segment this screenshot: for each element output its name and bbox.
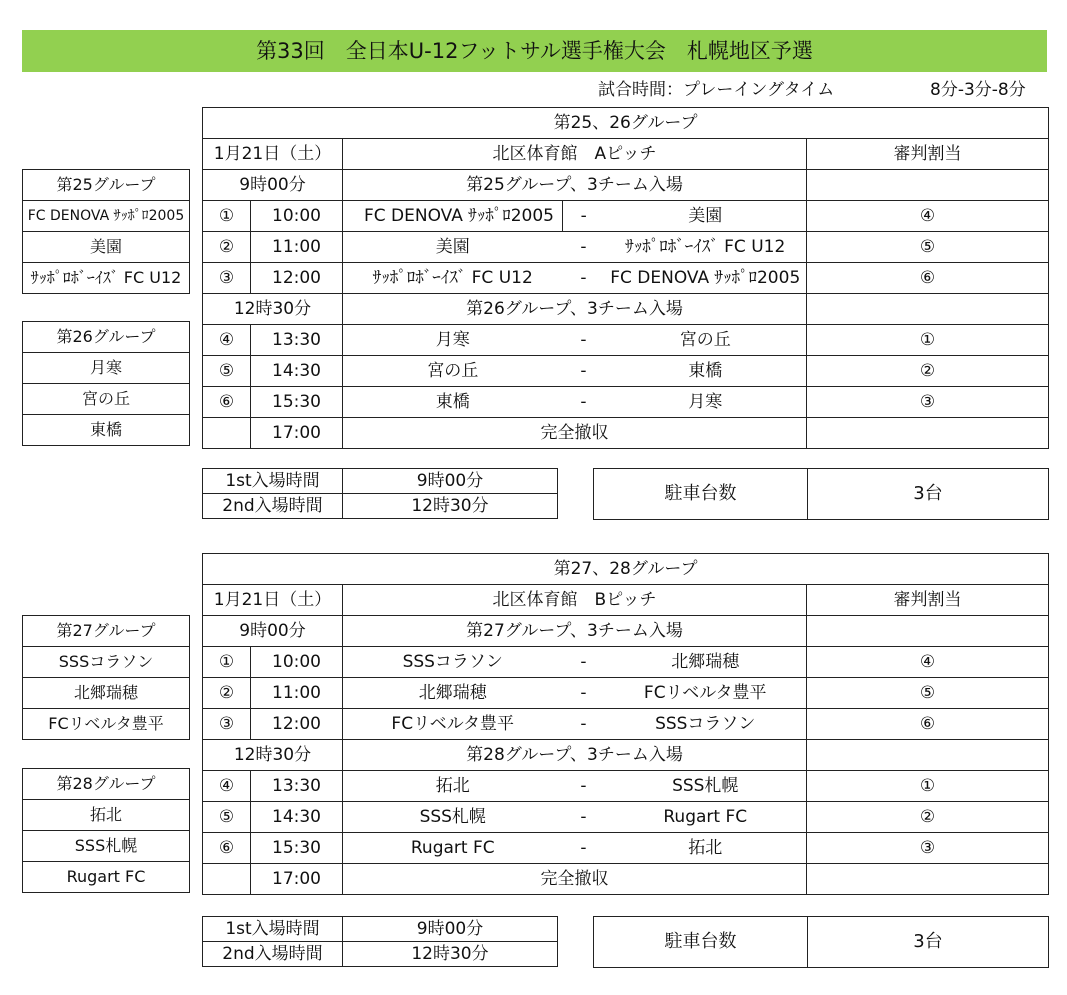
match-number: ④ (203, 325, 251, 356)
match-time: 10:00 (251, 647, 343, 678)
away-team: FCリベルタ豊平 (605, 678, 807, 709)
vs-dash: - (563, 325, 605, 356)
match-number: ⑥ (203, 387, 251, 418)
vs-dash: - (563, 201, 605, 232)
match-number: ⑤ (203, 802, 251, 833)
vs-dash: - (563, 678, 605, 709)
vs-dash: - (563, 387, 605, 418)
parking-table (593, 468, 1049, 520)
match-time-value: 8分-3分-8分 (930, 80, 1026, 100)
match-time: 14:30 (251, 802, 343, 833)
group-list (22, 615, 190, 740)
away-team: SSSコラソン (605, 709, 807, 740)
match-time: 15:30 (251, 833, 343, 864)
group-team: SSS札幌 (23, 831, 190, 862)
section-header: 第27、28グループ (203, 554, 1049, 585)
away-team: 月寒 (605, 387, 807, 418)
entry-text: 第25グループ、3チーム入場 (343, 170, 807, 201)
match-number: ① (203, 201, 251, 232)
entry-text: 第26グループ、3チーム入場 (343, 294, 807, 325)
group-name: 第28グループ (23, 769, 190, 800)
match-row (203, 833, 1049, 864)
home-team: SSSコラソン (343, 647, 563, 678)
referee-assign: ⑤ (807, 678, 1049, 709)
group-list (22, 169, 190, 294)
match-time: 12:00 (251, 263, 343, 294)
parking-table (593, 916, 1049, 968)
parking-value: 3台 (808, 917, 1049, 968)
home-team: 月寒 (343, 325, 563, 356)
group-team: SSSコラソン (23, 647, 190, 678)
away-team: 拓北 (605, 833, 807, 864)
entry-time-value: 9時00分 (343, 469, 558, 494)
group-team: 拓北 (23, 800, 190, 831)
match-row (203, 678, 1049, 709)
home-team: Rugart FC (343, 833, 563, 864)
vs-dash: - (563, 802, 605, 833)
group-name: 第25グループ (23, 170, 190, 201)
referee-header: 審判割当 (807, 139, 1049, 170)
referee-header: 審判割当 (807, 585, 1049, 616)
referee-assign: ① (807, 325, 1049, 356)
home-team: ｻｯﾎﾟﾛﾎﾞｰｲｽﾞ FC U12 (343, 263, 563, 294)
away-team: SSS札幌 (605, 771, 807, 802)
schedule-table-2 (202, 553, 1049, 895)
parking-value: 3台 (808, 469, 1049, 520)
entry-time-value: 9時00分 (343, 917, 558, 942)
match-row (203, 263, 1049, 294)
entry-time: 9時00分 (203, 170, 343, 201)
home-team: 美園 (343, 232, 563, 263)
date-cell: 1月21日（土） (203, 139, 343, 170)
match-row (203, 325, 1049, 356)
home-team: 北郷瑞穂 (343, 678, 563, 709)
venue-cell: 北区体育館 Bピッチ (343, 585, 807, 616)
match-number: ① (203, 647, 251, 678)
away-team: Rugart FC (605, 802, 807, 833)
match-row (203, 232, 1049, 263)
match-row (203, 709, 1049, 740)
match-time: 13:30 (251, 771, 343, 802)
date-cell: 1月21日（土） (203, 585, 343, 616)
match-time-label: 試合時間：プレーイングタイム (598, 80, 835, 100)
page-title: 第33回 全日本U-12フットサル選手権大会 札幌地区予選 (22, 30, 1047, 72)
match-time: 15:30 (251, 387, 343, 418)
referee-assign: ④ (807, 647, 1049, 678)
match-time: 13:30 (251, 325, 343, 356)
match-time: 14:30 (251, 356, 343, 387)
group-team: Rugart FC (23, 862, 190, 893)
match-number: ② (203, 678, 251, 709)
vs-dash: - (563, 771, 605, 802)
away-team: 宮の丘 (605, 325, 807, 356)
entry-time: 12時30分 (203, 740, 343, 771)
match-row (203, 387, 1049, 418)
home-team: FCリベルタ豊平 (343, 709, 563, 740)
group-team: FCリベルタ豊平 (23, 709, 190, 740)
empty-cell (807, 740, 1049, 771)
empty-cell (807, 864, 1049, 895)
group-list (22, 321, 190, 446)
entry-time: 9時00分 (203, 616, 343, 647)
entry-time-label: 1st入場時間 (203, 917, 343, 942)
schedule-table-1 (202, 107, 1049, 449)
match-row (203, 201, 1049, 232)
match-time: 11:00 (251, 678, 343, 709)
home-team: FC DENOVA ｻｯﾎﾟﾛ2005 (343, 201, 563, 232)
referee-assign: ③ (807, 833, 1049, 864)
entry-time: 12時30分 (203, 294, 343, 325)
match-row (203, 802, 1049, 833)
away-team: FC DENOVA ｻｯﾎﾟﾛ2005 (605, 263, 807, 294)
entry-time-value: 12時30分 (343, 494, 558, 519)
match-number: ⑤ (203, 356, 251, 387)
away-team: 美園 (605, 201, 807, 232)
empty-cell (807, 418, 1049, 449)
entry-time-label: 1st入場時間 (203, 469, 343, 494)
group-team: ｻｯﾎﾟﾛﾎﾞｰｲｽﾞ FC U12 (23, 263, 190, 294)
empty-cell (807, 170, 1049, 201)
entry-time-value: 12時30分 (343, 942, 558, 967)
home-team: 拓北 (343, 771, 563, 802)
vs-dash: - (563, 833, 605, 864)
entry-time-label: 2nd入場時間 (203, 942, 343, 967)
entry-text: 第27グループ、3チーム入場 (343, 616, 807, 647)
match-number: ③ (203, 709, 251, 740)
vs-dash: - (563, 356, 605, 387)
match-row (203, 356, 1049, 387)
empty-cell (807, 616, 1049, 647)
vs-dash: - (563, 232, 605, 263)
vs-dash: - (563, 709, 605, 740)
cleanup-text: 完全撤収 (343, 418, 807, 449)
match-number: ② (203, 232, 251, 263)
referee-assign: ② (807, 356, 1049, 387)
away-team: 東橋 (605, 356, 807, 387)
referee-assign: ② (807, 802, 1049, 833)
venue-cell: 北区体育館 Aピッチ (343, 139, 807, 170)
vs-dash: - (563, 263, 605, 294)
group-team: 北郷瑞穂 (23, 678, 190, 709)
empty-cell (203, 418, 251, 449)
match-row (203, 771, 1049, 802)
group-team: 月寒 (23, 353, 190, 384)
match-time: 10:00 (251, 201, 343, 232)
group-team: 美園 (23, 232, 190, 263)
match-time: 12:00 (251, 709, 343, 740)
parking-label: 駐車台数 (594, 917, 808, 968)
cleanup-text: 完全撤収 (343, 864, 807, 895)
group-team: FC DENOVA ｻｯﾎﾟﾛ2005 (23, 201, 190, 232)
match-number: ⑥ (203, 833, 251, 864)
empty-cell (807, 294, 1049, 325)
entry-times-table (202, 916, 558, 967)
empty-cell (203, 864, 251, 895)
referee-assign: ④ (807, 201, 1049, 232)
referee-assign: ⑥ (807, 709, 1049, 740)
group-team: 宮の丘 (23, 384, 190, 415)
referee-assign: ⑤ (807, 232, 1049, 263)
match-number: ④ (203, 771, 251, 802)
group-name: 第26グループ (23, 322, 190, 353)
home-team: SSS札幌 (343, 802, 563, 833)
section-header: 第25、26グループ (203, 108, 1049, 139)
referee-assign: ① (807, 771, 1049, 802)
vs-dash: - (563, 647, 605, 678)
away-team: 北郷瑞穂 (605, 647, 807, 678)
entry-time-label: 2nd入場時間 (203, 494, 343, 519)
group-name: 第27グループ (23, 616, 190, 647)
entry-text: 第28グループ、3チーム入場 (343, 740, 807, 771)
cleanup-time: 17:00 (251, 418, 343, 449)
entry-times-table (202, 468, 558, 519)
match-time: 11:00 (251, 232, 343, 263)
home-team: 宮の丘 (343, 356, 563, 387)
group-list (22, 768, 190, 893)
cleanup-time: 17:00 (251, 864, 343, 895)
match-row (203, 647, 1049, 678)
referee-assign: ⑥ (807, 263, 1049, 294)
home-team: 東橋 (343, 387, 563, 418)
match-number: ③ (203, 263, 251, 294)
referee-assign: ③ (807, 387, 1049, 418)
group-team: 東橋 (23, 415, 190, 446)
away-team: ｻｯﾎﾟﾛﾎﾞｰｲｽﾞ FC U12 (605, 232, 807, 263)
parking-label: 駐車台数 (594, 469, 808, 520)
